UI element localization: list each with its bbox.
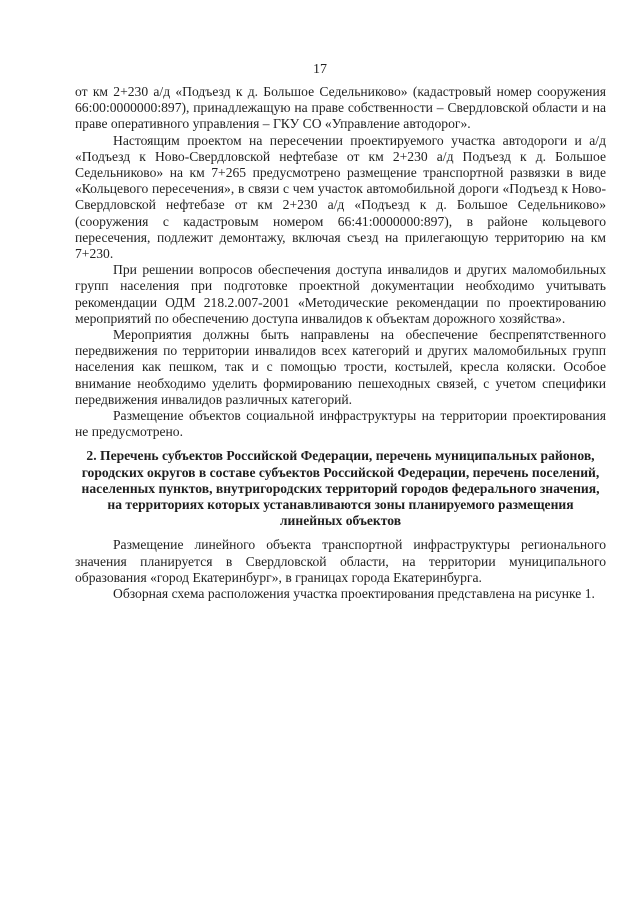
section-heading: 2. Перечень субъектов Российской Федерации, перечень муниципальных районов, городских округов в составе субъектов Российской Федерации, перечень поселений, населенных пунктов, внутригородских территорий городов федерального значения, на территориях которых устанавливаются зоны планируемого размещения линейных объектов [81,448,600,529]
paragraph-roundabout: Настоящим проектом на пересечении проектируемого участка автодороги и а/д «Подъезд к Ново-Свердловской нефтебазе от км 2+230 а/д Подъезд к д. Большое Седельниково» на км 7+265 предусмотрено размещение транспортной развязки в виде «Кольцевого пересечения», в связи с чем участок автомобильной дороги «Подъезд к Ново-Свердловской нефтебазе от км 2+230 а/д «Подъезд к д. Большое Седельниково» (сооружения с кадастровым номером 66:41:0000000:897), в районе кольцевого пересечения, подлежит демонтажу, включая съезд на прилегающую территорию на км 7+230. [75,132,606,262]
paragraph-accessibility: При решении вопросов обеспечения доступа инвалидов и других маломобильных групп населения при подготовке проектной документации необходимо учитывать рекомендации ОДМ 218.2.007-2001 «Методические рекомендации по проектированию мероприятий по обеспечению доступа инвалидов к объектам дорожного хозяйства». [75,262,606,326]
paragraph-overview-figure: Обзорная схема расположения участка проектирования представлена на рисунке 1. [113,586,595,602]
paragraph-social-infrastructure: Размещение объектов социальной инфраструктуры на территории проектирования не предусмотрено. [75,408,606,440]
paragraph-measures: Мероприятия должны быть направлены на обеспечение беспрепятственного передвижения по территории инвалидов всех категорий и других маломобильных групп населения как пешком, так и с помощью трости, костылей, кресла коляски. Особое внимание необходимо уделить формированию пешеходных связей, с учетом специфики передвижения инвалидов различных категорий. [75,327,606,407]
paragraph-continuation: от км 2+230 а/д «Подъезд к д. Большое Седельниково» (кадастровый номер сооружения 66:00:0000000:897), принадлежащую на праве собственности – Свердловской области и на праве оперативного управления – ГКУ СО «Управление автодорог». [75,84,606,132]
page-number: 17 [313,62,327,77]
text-body [75,84,606,602]
paragraph-placement: Размещение линейного объекта транспортной инфраструктуры регионального значения планируется в Свердловской области, на территории муниципального образования «город Екатеринбург», в границах города Екатеринбурга. [75,537,606,585]
